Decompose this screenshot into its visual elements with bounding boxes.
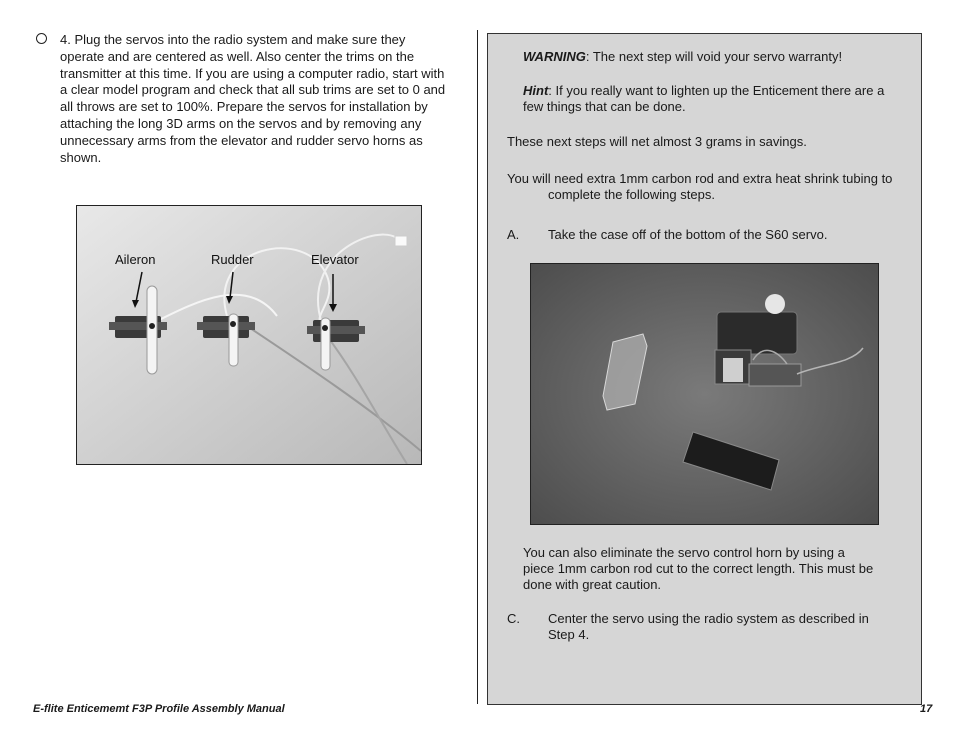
warning-label: WARNING	[523, 49, 586, 64]
hint-label: Hint	[523, 83, 549, 98]
column-divider	[477, 30, 478, 704]
checkbox-bullet-icon	[36, 33, 47, 44]
warning-text: : The next step will void your servo warranty!	[585, 49, 843, 64]
materials-text: You will need extra 1mm carbon rod and extra heat shrink tubing to complete the following steps.	[507, 171, 893, 202]
step-c-text: Center the servo using the radio system as described in Step 4.	[548, 611, 869, 642]
hint-text: : If you really want to lighten up the Enticement there are a few things that can be done.	[523, 83, 885, 114]
aileron-label: Aileron	[115, 252, 156, 267]
step-a-letter: A.	[507, 227, 520, 242]
savings-text: These next steps will net almost 3 grams in savings.	[507, 134, 807, 149]
servos-photo	[76, 205, 422, 465]
elevator-label: Elevator	[311, 252, 359, 267]
servos-photo-image	[77, 206, 421, 464]
step-c-letter: C.	[507, 611, 520, 626]
horn-text: You can also eliminate the servo control horn by using a piece 1mm carbon rod cut to the correct length. This must be done with great caution.	[523, 545, 874, 592]
step-a-text: Take the case off of the bottom of the S60 servo.	[548, 227, 828, 242]
servo-case-photo-image	[531, 264, 878, 524]
warning-line	[523, 49, 893, 65]
hint-paragraph	[523, 83, 893, 115]
step-4-text	[60, 32, 450, 166]
footer-title: E-flite Enticememt F3P Profile Assembly Manual	[33, 703, 285, 715]
page-number: 17	[920, 703, 933, 715]
rudder-label: Rudder	[211, 252, 254, 267]
servo-case-photo	[530, 263, 879, 525]
step-4-paragraph: 4. Plug the servos into the radio system and make sure they operate and are centered as well. Also center the trims on the transmitter at this time. If you are using a computer radio, start with a clear model program and check that all sub trims are set to 0 and all throws are set to 100%. Prepare the servos for installation by attaching the long 3D arms on the servos and by removing any unnecessary arms from the elevator and rudder servo horns as shown.	[60, 32, 446, 165]
